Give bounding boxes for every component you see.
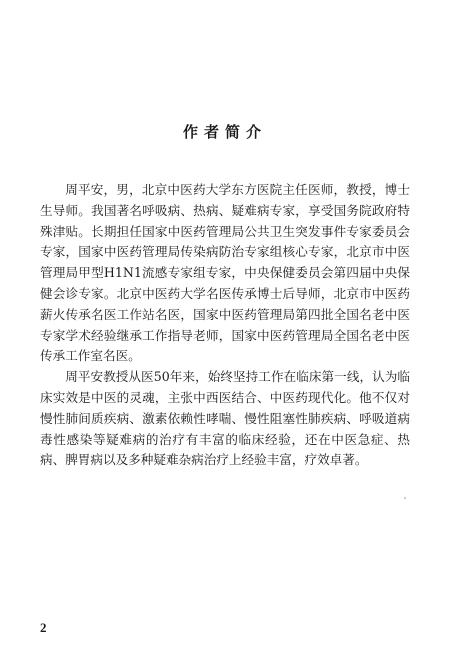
author-bio (40, 180, 410, 471)
bio-paragraph-1: 周平安，男，北京中医药大学东方医院主任医师，教授，博士生导师。我国著名呼吸病、热病、疑难病专家，享受国务院政府特殊津贴。长期担任国家中医药管理局公共卫生突发事件专家委员会专家，国家中医药管理局传染病防治专家组核心专家，北京市中医管理局甲型H1N1流感专家组专家，中央保健委员会第四届中央保健会诊专家。北京中医药大学名医传承博士后导师，北京市中医药薪火传承名医工作站名医，国家中医药管理局第四批全国名老中医专家学术经验继承工作指导老师，国家中医药管理局全国名老中医传承工作室名医。 (40, 182, 410, 364)
scan-speck (404, 497, 406, 499)
page-number: 2 (40, 620, 47, 635)
section-title: 作者简介 (182, 123, 267, 141)
bio-paragraph-2: 周平安教授从医50年来，始终坚持工作在临床第一线，认为临床实效是中医的灵魂，主张中西医结合、中医药现代化。他不仅对慢性肺间质疾病、激素依赖性哮喘、慢性阻塞性肺疾病、呼吸道病毒性感染等疑难病的治疗有丰富的临床经验，还在中医急症、热病、脾胃病以及多种疑难杂病治疗上经验丰富，疗效卓著。 (40, 369, 410, 468)
